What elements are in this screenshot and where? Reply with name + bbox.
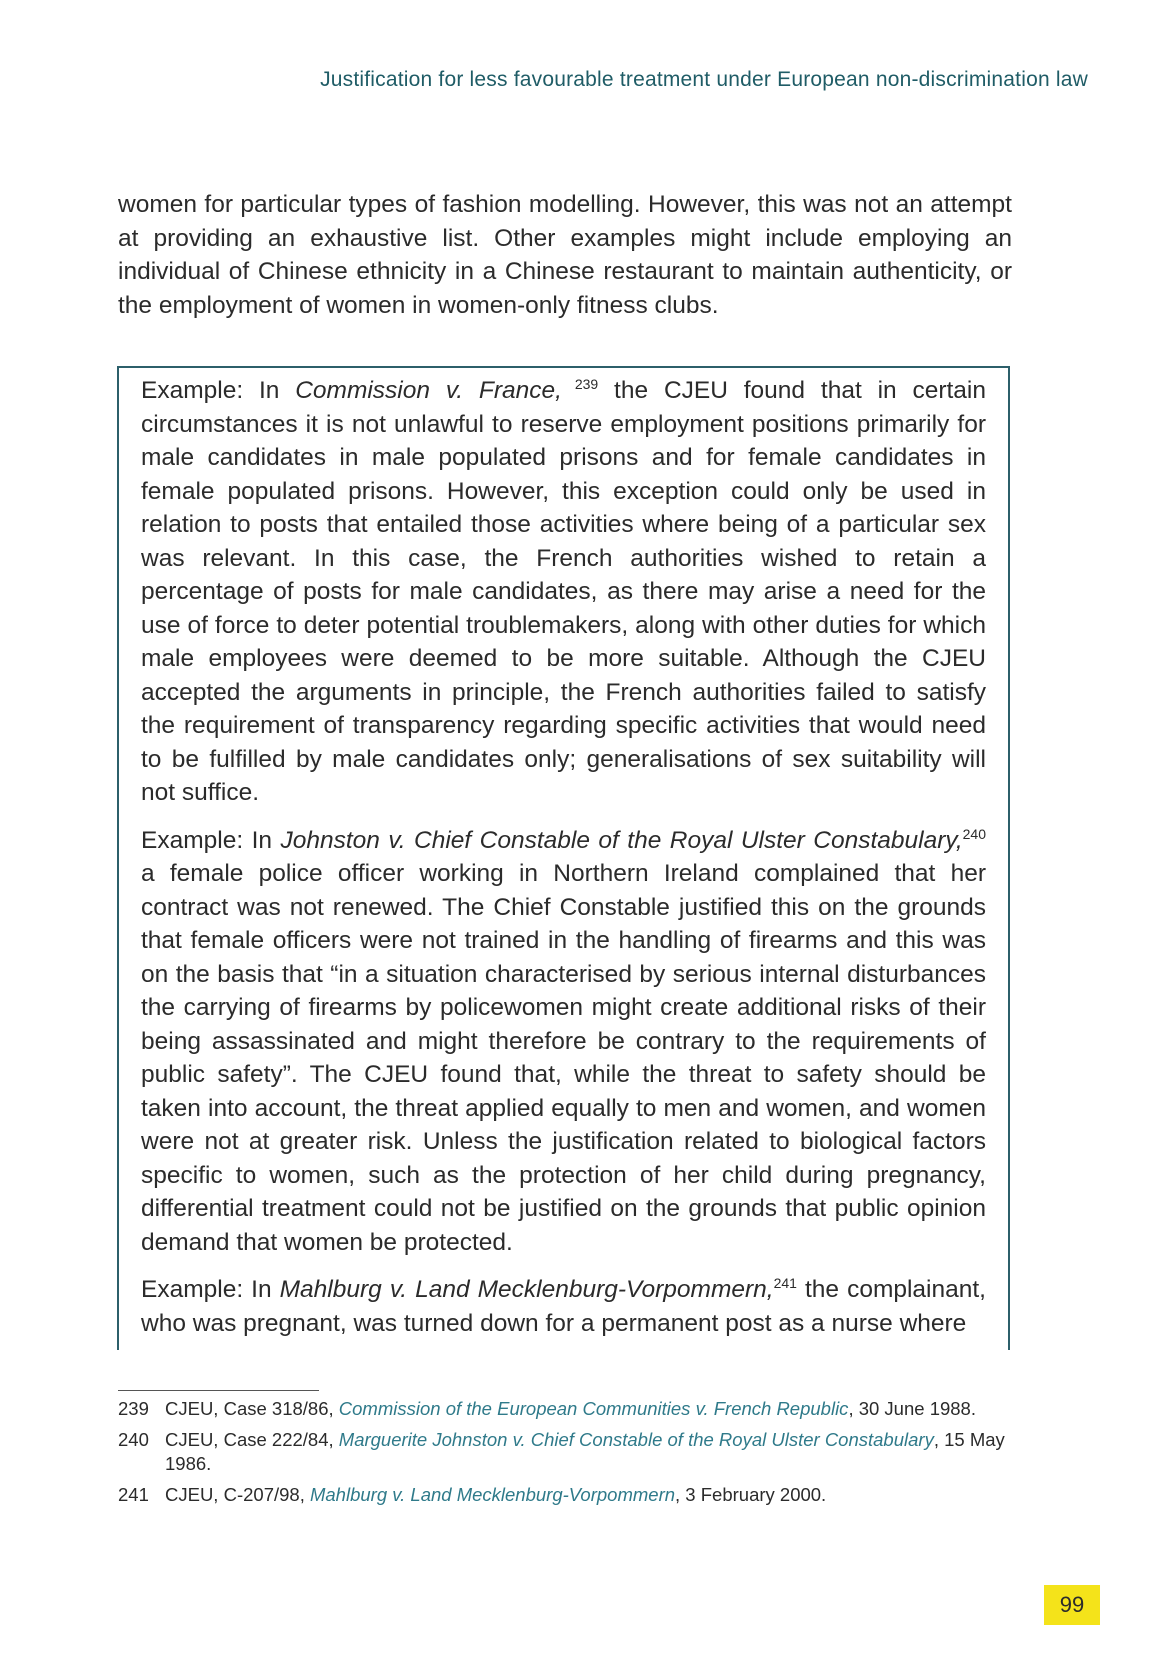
- footnote-number: 241: [118, 1484, 149, 1505]
- example-prefix: Example: In: [141, 377, 296, 404]
- example-prefix: Example: In: [141, 826, 281, 854]
- footnote-date: , 3 February 2000.: [675, 1484, 827, 1505]
- intro-paragraph: women for particular types of fashion modelling. However, this was not an attempt at providing an exhaustive list. Other examples might include employing an individual of Chinese ethnicity in a Chinese restaurant to maintain authenticity, or the employment of women in women-only fitness clubs.: [118, 191, 1012, 319]
- footnote-text: [165, 1397, 1018, 1421]
- case-name: Johnston v. Chief Constable of the Royal Ulster Constabulary,: [280, 826, 963, 854]
- footnote-citation: CJEU, Case 222/84,: [165, 1429, 339, 1450]
- footnote-number: 240: [118, 1429, 149, 1450]
- example-mahlburg: [141, 1273, 986, 1340]
- footnote-divider: [118, 1390, 319, 1391]
- example-text: the CJEU found that in certain circumstances it is not unlawful to reserve employment positions primarily for male candidates in male populated prisons and for female candidates in female populated prisons. However, this exception could only be used in relation to posts that entailed those activities where being of a particular sex was relevant. In this case, the French authorities wished to retain a percentage of posts for male candidates, as there may arise a need for the use of force to deter potential troublemakers, along with other duties for which male employees were deemed to be more suitable. Although the CJEU accepted the arguments in principle, the French authorities failed to satisfy the requirement of transparency regarding specific activities that would need to be fulfilled by male candidates only; generalisations of sex suitability will not suffice.: [141, 377, 987, 806]
- example-box: [117, 366, 1010, 1350]
- case-name: Mahlburg v. Land Mecklenburg-Vorpommern,: [279, 1276, 774, 1303]
- footnote: [118, 1428, 1018, 1476]
- footnote-ref[interactable]: 239: [561, 375, 599, 392]
- footnote-citation: CJEU, C-207/98,: [165, 1484, 310, 1505]
- footnote-citation: CJEU, Case 318/86,: [165, 1398, 339, 1419]
- footnote-ref[interactable]: 240: [962, 825, 986, 842]
- example-commission-v-france: [141, 374, 986, 810]
- page-number: 99: [1044, 1585, 1100, 1625]
- footnote-text: [165, 1428, 1018, 1476]
- example-johnston: [141, 824, 986, 1260]
- running-header: Justification for less favourable treatment under European non-discrimination law: [320, 68, 1088, 91]
- footnote-date: , 15 May 1986.: [165, 1429, 1005, 1474]
- example-text: a female police officer working in Northern Ireland complained that her contract was not renewed. The Chief Constable justified this on the grounds that female officers were not trained in the handling of firearms and this was on the basis that “in a situation characterised by serious internal disturbances the carrying of firearms by policewomen might create additional risks of their being assassinated and might therefore be contrary to the requirements of public safety”. The CJEU found that, while the threat to safety should be taken into account, the threat applied equally to men and women, and women were not at greater risk. Unless the justification related to biological factors specific to women, such as the protection of her child during pregnancy, differential treatment could not be justified on the grounds that public opinion demand that women be protected.: [141, 860, 986, 1256]
- footnote-case-link[interactable]: Commission of the European Communities v. French Republic: [338, 1398, 849, 1419]
- footnotes: [118, 1397, 1018, 1514]
- footnote: [118, 1483, 1018, 1507]
- footnote-date: , 30 June 1988.: [848, 1398, 976, 1419]
- footnote-ref[interactable]: 241: [773, 1274, 797, 1291]
- example-prefix: Example: In: [141, 1276, 280, 1303]
- case-name: Commission v. France,: [295, 377, 562, 404]
- example-text: the complainant, who was pregnant, was turned down for a permanent post as a nurse where: [141, 1276, 986, 1337]
- footnote-number: 239: [118, 1398, 149, 1419]
- footnote: [118, 1397, 1018, 1421]
- footnote-case-link[interactable]: Marguerite Johnston v. Chief Constable of the Royal Ulster Constabulary: [338, 1429, 934, 1450]
- footnote-text: [165, 1483, 1018, 1507]
- footnote-case-link[interactable]: Mahlburg v. Land Mecklenburg-Vorpommern: [309, 1484, 676, 1505]
